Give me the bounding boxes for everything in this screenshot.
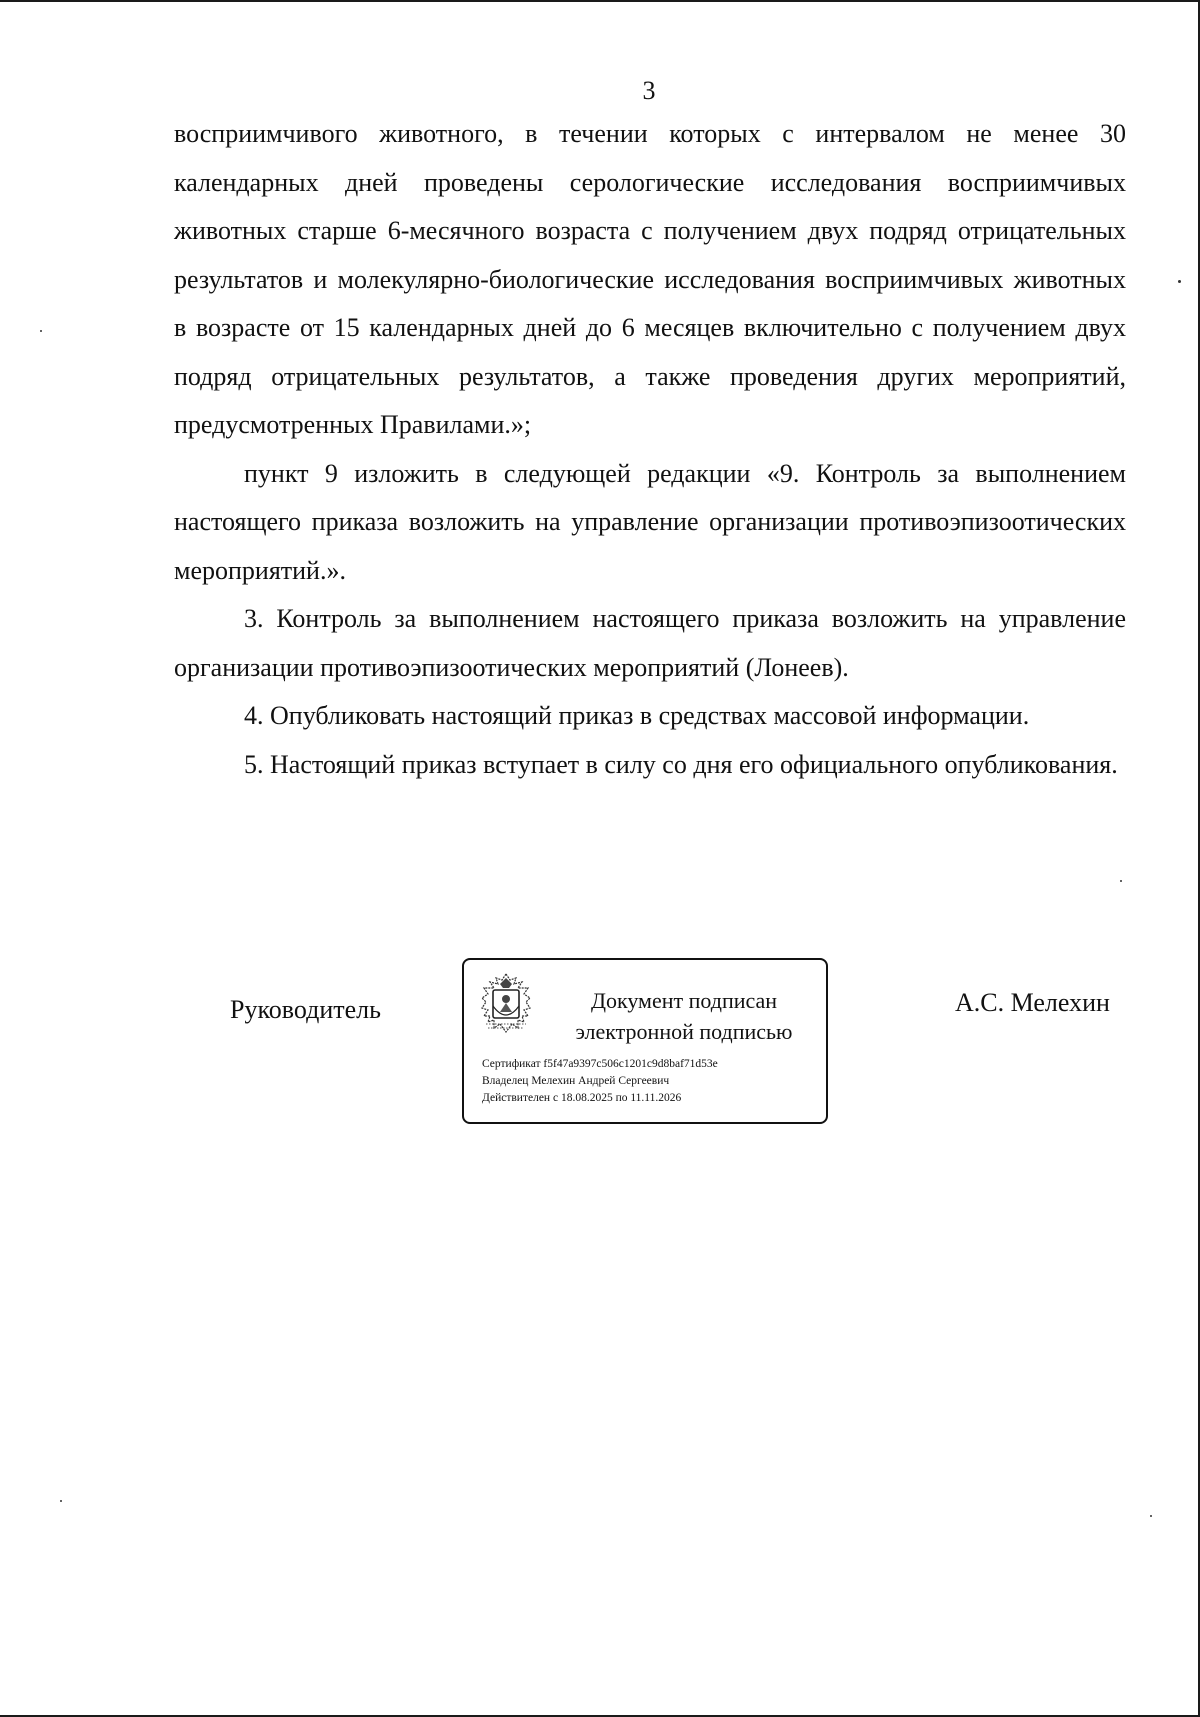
certificate-validity: Действителен с 18.08.2025 по 11.11.2026	[482, 1092, 682, 1104]
e-sign-heading	[559, 985, 809, 1047]
scan-speck	[60, 1500, 62, 1502]
certificate-details	[482, 1056, 718, 1107]
page-number: 3	[642, 76, 656, 105]
paragraph-continuation: восприимчивого животного, в течении которых с интервалом не менее 30 календарных дней проведены серологические исследования восприимчивых животных старше 6-месячного возраста с получением двух подряд отрицательных результатов и молекулярно-биологические исследования восприимчивых животных в возрасте от 15 календарных дней до 6 месяцев включительно с получением двух подряд отрицательных результатов, а также проведения других мероприятий, предусмотренных Правилами.»;	[174, 119, 1126, 439]
scan-edge-top	[0, 0, 1200, 2]
signer-title: Руководитель	[230, 995, 381, 1024]
document-body	[174, 110, 1126, 789]
signature-block	[0, 958, 1200, 1130]
certificate-number: Сертификат f5f47a9397c506c1201c9d8baf71d53e	[482, 1058, 718, 1070]
paragraph-item-4: 4. Опубликовать настоящий приказ в средствах массовой информации.	[244, 701, 1030, 730]
e-sign-heading-line1: Документ подписан	[590, 988, 778, 1013]
scan-speck	[40, 330, 42, 332]
paragraph-item-3: 3. Контроль за выполнением настоящего приказа возложить на управление организации противоэпизоотических мероприятий (Лонеев).	[174, 604, 1126, 682]
paragraph-point-9: пункт 9 изложить в следующей редакции «9. Контроль за выполнением настоящего приказа возложить на управление организации противоэпизоотических мероприятий.».	[174, 458, 1126, 585]
coat-of-arms-icon	[478, 972, 534, 1038]
scan-speck	[1120, 880, 1122, 882]
scan-speck	[1150, 1515, 1152, 1517]
certificate-owner: Владелец Мелехин Андрей Сергеевич	[482, 1075, 670, 1087]
scan-speck	[1178, 280, 1181, 283]
paragraph-item-5: 5. Настоящий приказ вступает в силу со дня его официального опубликования.	[244, 749, 1118, 779]
electronic-signature-stamp	[462, 958, 828, 1124]
e-sign-heading-line2: электронной подписью	[575, 1019, 793, 1044]
signer-name: А.С. Мелехин	[955, 988, 1110, 1017]
